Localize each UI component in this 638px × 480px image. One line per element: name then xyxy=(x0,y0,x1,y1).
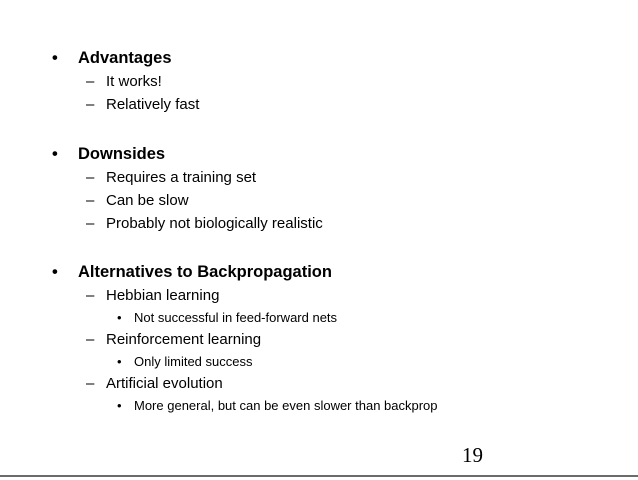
dash-marker: – xyxy=(86,73,95,90)
list-item-text: Can be slow xyxy=(106,192,189,209)
section-heading-text: Downsides xyxy=(78,145,166,163)
sub-list-item-text: Only limited success xyxy=(134,354,253,369)
bullet-marker: • xyxy=(117,310,122,325)
dash-marker: – xyxy=(86,375,95,392)
section-heading-text: Advantages xyxy=(78,49,172,67)
sub-list-item-text: More general, but can be even slower than backprop xyxy=(134,398,438,413)
dash-marker: – xyxy=(86,96,95,113)
bullet-marker: • xyxy=(52,145,58,163)
sub-list-item-text: Not successful in feed-forward nets xyxy=(134,310,338,325)
bullet-marker: • xyxy=(52,49,58,67)
bullet-marker: • xyxy=(52,263,58,281)
section-heading-text: Alternatives to Backpropagation xyxy=(78,263,332,281)
page-number: 19 xyxy=(462,443,483,467)
dash-marker: – xyxy=(86,287,95,304)
list-item-text: Relatively fast xyxy=(106,96,200,113)
dash-marker: – xyxy=(86,331,95,348)
list-item-text: It works! xyxy=(106,73,162,90)
list-item-text: Reinforcement learning xyxy=(106,331,262,348)
bullet-marker: • xyxy=(117,354,122,369)
list-item-text: Hebbian learning xyxy=(106,287,220,304)
list-item-text: Probably not biologically realistic xyxy=(106,215,323,232)
dash-marker: – xyxy=(86,169,95,186)
dash-marker: – xyxy=(86,192,95,209)
bullet-marker: • xyxy=(117,398,122,413)
list-item-text: Requires a training set xyxy=(106,169,257,186)
bottom-divider xyxy=(0,475,638,477)
list-item-text: Artificial evolution xyxy=(106,375,223,392)
dash-marker: – xyxy=(86,215,95,232)
